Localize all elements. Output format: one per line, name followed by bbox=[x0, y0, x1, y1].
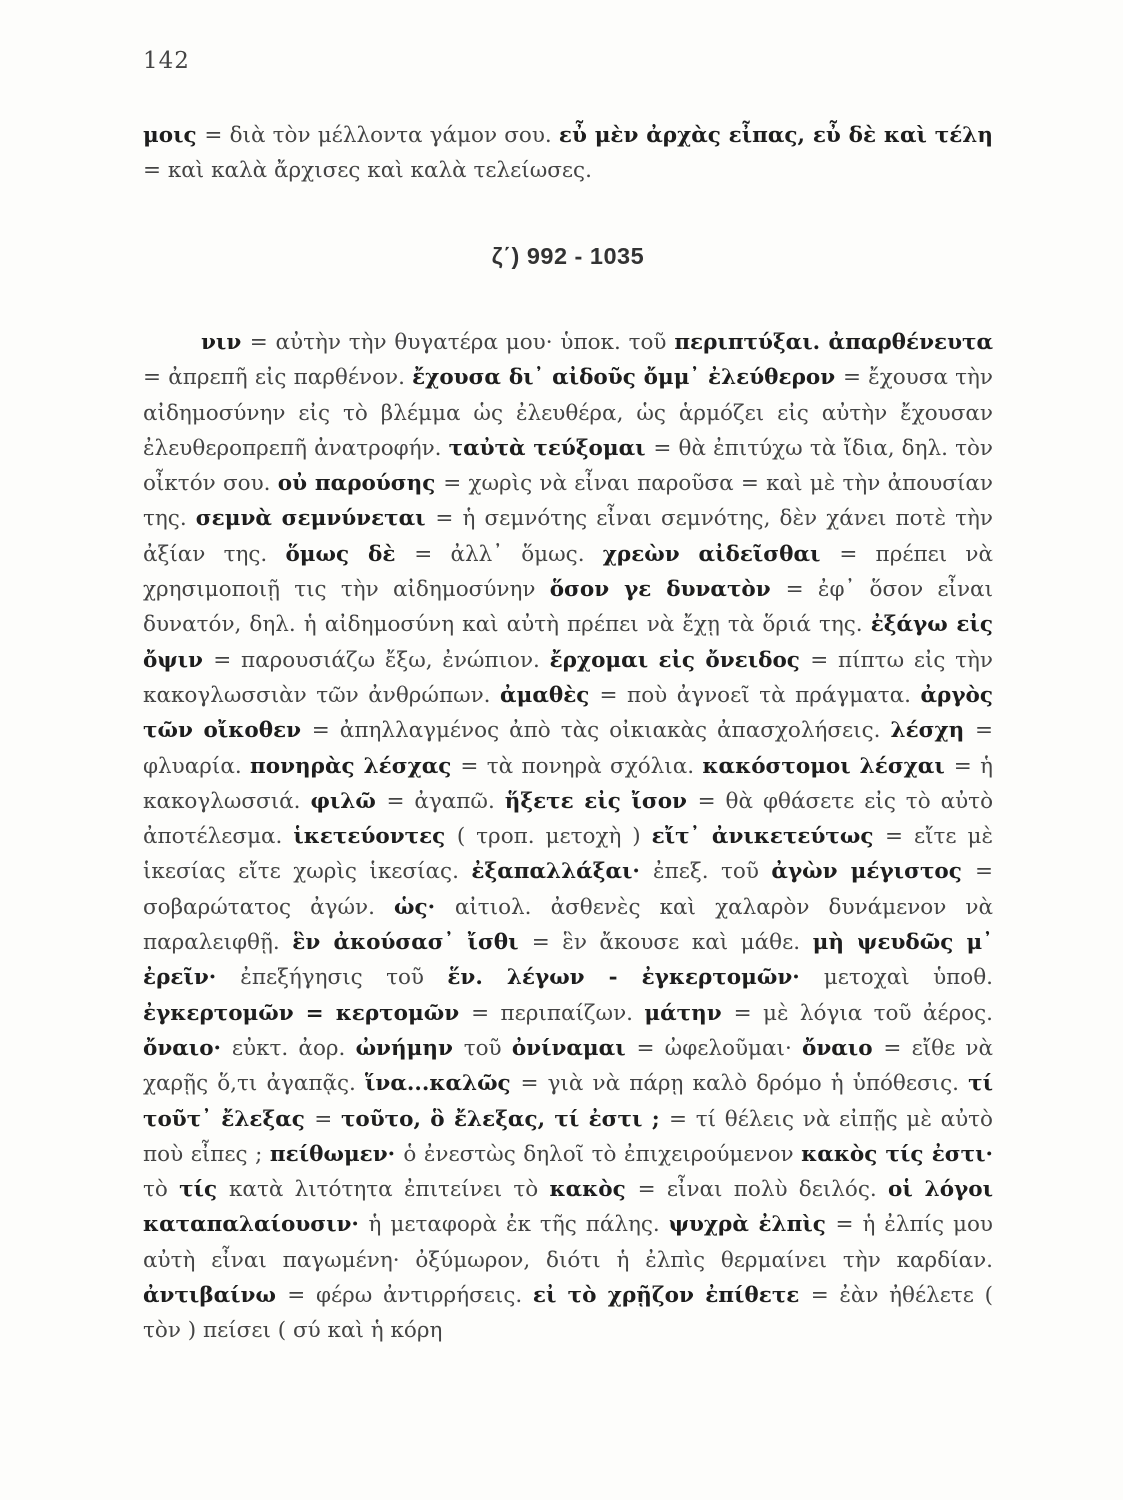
bold-term: κακὸς bbox=[549, 1177, 638, 1203]
gloss-text: = αὐτὴν τὴν θυγατέρα μου· ὑποκ. τοῦ bbox=[249, 330, 675, 355]
bold-term: εὖ μὲν ἀρχὰς εἶπας, εὖ δὲ καὶ τέλη bbox=[558, 123, 993, 148]
bold-term: ἱκετεύοντες bbox=[293, 824, 457, 850]
gloss-text: = ποὺ ἀγνοεῖ τὰ πράγματα. bbox=[599, 682, 921, 708]
bold-term: ἥξετε εἰς ἴσον bbox=[504, 788, 698, 814]
gloss-text: ἡ μεταφορὰ ἐκ τῆς πάλης. bbox=[368, 1212, 669, 1238]
bold-term: ὄναιο· bbox=[143, 1035, 232, 1061]
gloss-text: = ἡ κακογλωσσιά. bbox=[143, 753, 994, 814]
gloss-text: = πίπτω εἰς τὴν κακογλωσσιὰν τῶν ἀνθρώπων. bbox=[143, 647, 993, 708]
bold-term: τοῦτο, ὃ ἔλεξας, τί ἐστι ; bbox=[340, 1106, 670, 1132]
bold-term: ὀνίναμαι bbox=[511, 1035, 637, 1061]
bold-term: οὐ παρούσης bbox=[277, 471, 444, 497]
gloss-text: = θὰ ἐπιτύχω τὰ ἴδια, δηλ. τὸν οἶκτόν σου. bbox=[143, 435, 993, 497]
gloss-text: = ἐφ᾽ ὅσον εἶναι δυνατόν, δηλ. ἡ αἰδημοσύνη καὶ αὐτὴ πρέπει νὰ ἔχῃ τὰ ὅριά της. bbox=[143, 577, 993, 638]
gloss-text: τοῦ bbox=[463, 1035, 512, 1061]
bold-term: πείθωμεν· bbox=[269, 1141, 404, 1167]
bold-term: ἐξάγω εἰς ὄψιν bbox=[143, 612, 993, 673]
bold-term: ἔχουσα δι᾽ αἰδοῦς ὄμμ᾽ ἐλεύθερον bbox=[412, 365, 843, 391]
bold-term: ταὐτὰ τεύξομαι bbox=[448, 435, 654, 461]
section-range: 992 - 1035 bbox=[526, 243, 645, 269]
gloss-text: = ἐὰν ἠθέλετε ( τὸν ) πείσει ( σύ καὶ ἡ κόρη bbox=[143, 1283, 993, 1344]
gloss-text: = εἴθε νὰ χαρῇς ὅ,τι ἀγαπᾷς. bbox=[143, 1035, 993, 1097]
gloss-text: = φέρω ἀντιρρήσεις. bbox=[287, 1283, 533, 1309]
bold-term: περιπτύξαι. ἀπαρθένευτα bbox=[674, 330, 994, 355]
gloss-text: = ὠφελοῦμαι· bbox=[636, 1035, 802, 1061]
bold-term: ἀντιβαίνω bbox=[143, 1283, 288, 1309]
bold-term: ὠνήμην bbox=[355, 1035, 464, 1061]
gloss-text: = εἴτε μὲ ἱκεσίας εἴτε χωρὶς ἱκεσίας. bbox=[143, 824, 994, 885]
bold-term: ἀμαθὲς bbox=[500, 682, 600, 708]
gloss-text: = διὰ τὸν μέλλοντα γάμον σου. bbox=[204, 123, 559, 148]
gloss-text: = γιὰ νὰ πάρῃ καλὸ δρόμο ἡ ὑπόθεσις. bbox=[520, 1071, 969, 1097]
bold-term: κακὸς τίς ἐστι· bbox=[801, 1141, 993, 1167]
bold-term: ὅμως δὲ bbox=[285, 541, 415, 567]
bold-term: λέσχη bbox=[890, 718, 975, 744]
bold-term: ὡς· bbox=[394, 894, 455, 920]
bold-term: ἵνα...καλῶς bbox=[365, 1071, 521, 1097]
bold-term: οἱ λόγοι καταπαλαίουσιν· bbox=[143, 1177, 993, 1238]
gloss-text: = ἓν ἄκουσε καὶ μάθε. bbox=[531, 930, 813, 956]
bold-term: ἐξαπαλλάξαι· bbox=[471, 859, 654, 885]
gloss-text: ἐπεξήγησις τοῦ bbox=[240, 965, 448, 991]
gloss-text: κατὰ λιτότητα ἐπιτείνει τὸ bbox=[228, 1177, 550, 1203]
gloss-text: = ἡ ἐλπίς μου αὐτὴ εἶναι παγωμένη· ὀξύμωρον, διότι ἡ ἐλπὶς θερμαίνει τὴν καρδίαν. bbox=[143, 1212, 993, 1273]
gloss-text: = χωρὶς νὰ εἶναι παροῦσα = καὶ μὲ τὴν ἀπουσίαν της. bbox=[143, 471, 993, 532]
bold-term: μοις bbox=[143, 123, 205, 148]
gloss-text: εὐκτ. ἀορ. bbox=[231, 1035, 356, 1061]
bold-term: εἴτ᾽ ἀνικετεύτως bbox=[651, 824, 886, 850]
bold-term: ὄναιο bbox=[801, 1035, 884, 1061]
gloss-text: = παρουσιάζω ἔξω, ἐνώπιον. bbox=[213, 647, 550, 673]
gloss-text: = καὶ καλὰ ἄρχισες καὶ καλὰ τελείωσες. bbox=[143, 158, 592, 184]
page-number: 142 bbox=[143, 48, 190, 74]
section-marker: ζ΄) bbox=[491, 243, 520, 269]
bold-term: τί τοῦτ᾽ ἔλεξας bbox=[143, 1071, 993, 1132]
bold-term: ἓν ἀκούσασ᾽ ἴσθι bbox=[292, 930, 532, 956]
gloss-text: = τὰ πονηρὰ σχόλια. bbox=[460, 753, 703, 779]
gloss-text: = μὲ λόγια τοῦ ἀέρος. bbox=[733, 1000, 993, 1026]
bold-term: ἐγκερτομῶν = κερτομῶν bbox=[143, 1000, 472, 1026]
gloss-text: ὁ ἐνεστὼς δηλοῖ τὸ ἐπιχειρούμενον bbox=[403, 1141, 802, 1167]
bold-term: χρεὼν αἰδεῖσθαι bbox=[602, 541, 840, 567]
bold-term: ἀργὸς τῶν οἴκοθεν bbox=[143, 682, 993, 744]
gloss-text: = ἀπρεπῆ εἰς παρθένον. bbox=[143, 365, 413, 391]
gloss-text: = ἡ σεμνότης εἶναι σεμνότης, δὲν χάνει ποτὲ τὴν ἀξίαν της. bbox=[143, 506, 993, 567]
bold-term: ἀγὼν μέγιστος bbox=[771, 859, 975, 885]
gloss-text: αἰτιολ. ἀσθενὲς καὶ χαλαρὸν δυνάμενον νὰ παραλειφθῇ. bbox=[143, 894, 993, 956]
gloss-text: = bbox=[314, 1106, 341, 1132]
gloss-text: ἐπεξ. τοῦ bbox=[653, 859, 772, 885]
gloss-text: μετοχαὶ ὑποθ. bbox=[823, 965, 994, 991]
bold-term: πονηρὰς λέσχας bbox=[250, 753, 461, 779]
gloss-text: τὸ bbox=[143, 1177, 180, 1203]
bold-term: μὴ ψευδῶς μ᾽ ἐρεῖν· bbox=[143, 930, 993, 991]
section-heading bbox=[143, 243, 993, 270]
gloss-text: = πρέπει νὰ χρησιμοποιῇ τις τὴν αἰδημοσύνην bbox=[143, 541, 993, 603]
bold-term: φιλῶ bbox=[310, 788, 387, 814]
bold-term: σεμνὰ σεμνύνεται bbox=[195, 506, 436, 532]
gloss-text: = περιπαίζων. bbox=[471, 1000, 645, 1026]
bold-term: ψυχρὰ ἐλπὶς bbox=[668, 1212, 836, 1238]
gloss-text: = ἀγαπῶ. bbox=[386, 788, 505, 814]
bold-term: νιν bbox=[201, 330, 250, 355]
bold-term: κακόστομοι λέσχαι bbox=[702, 753, 954, 779]
gloss-text: = σοβαρώτατος ἀγών. bbox=[143, 859, 993, 920]
gloss-text: = ἀλλ᾽ ὅμως. bbox=[414, 541, 603, 567]
bold-term: ὅσον γε δυνατὸν bbox=[549, 577, 786, 603]
bold-term: μάτην bbox=[644, 1000, 734, 1026]
gloss-text: ( τροπ. μετοχὴ ) bbox=[456, 824, 652, 850]
gloss-text: = ἔχουσα τὴν αἰδημοσύνην εἰς τὸ βλέμμα ὡς ἐλευθέρα, ὡς ἁρμόζει εἰς αὐτὴν ἔχουσαν ἐλευθεροπρεπῆ ἀνατροφήν. bbox=[143, 365, 993, 461]
gloss-text: = ἀπηλλαγμένος ἀπὸ τὰς οἰκιακὰς ἀπασχολήσεις. bbox=[311, 718, 891, 744]
main-paragraph bbox=[143, 325, 993, 1349]
gloss-text: = φλυαρία. bbox=[143, 718, 993, 779]
gloss-text: = θὰ φθάσετε εἰς τὸ αὐτὸ ἀποτέλεσμα. bbox=[143, 788, 994, 850]
gloss-text: = εἶναι πολὺ δειλός. bbox=[637, 1177, 888, 1203]
bold-term: ἔρχομαι εἰς ὄνειδος bbox=[549, 647, 811, 673]
bold-term: τίς bbox=[179, 1177, 229, 1203]
gloss-text: = τί θέλεις νὰ εἰπῇς μὲ αὐτὸ ποὺ εἶπες ; bbox=[143, 1106, 993, 1167]
bold-term: ἕν. λέγων - ἐγκερτομῶν· bbox=[447, 965, 824, 991]
intro-paragraph bbox=[143, 118, 993, 189]
bold-term: εἰ τὸ χρῇζον ἐπίθετε bbox=[532, 1283, 811, 1309]
